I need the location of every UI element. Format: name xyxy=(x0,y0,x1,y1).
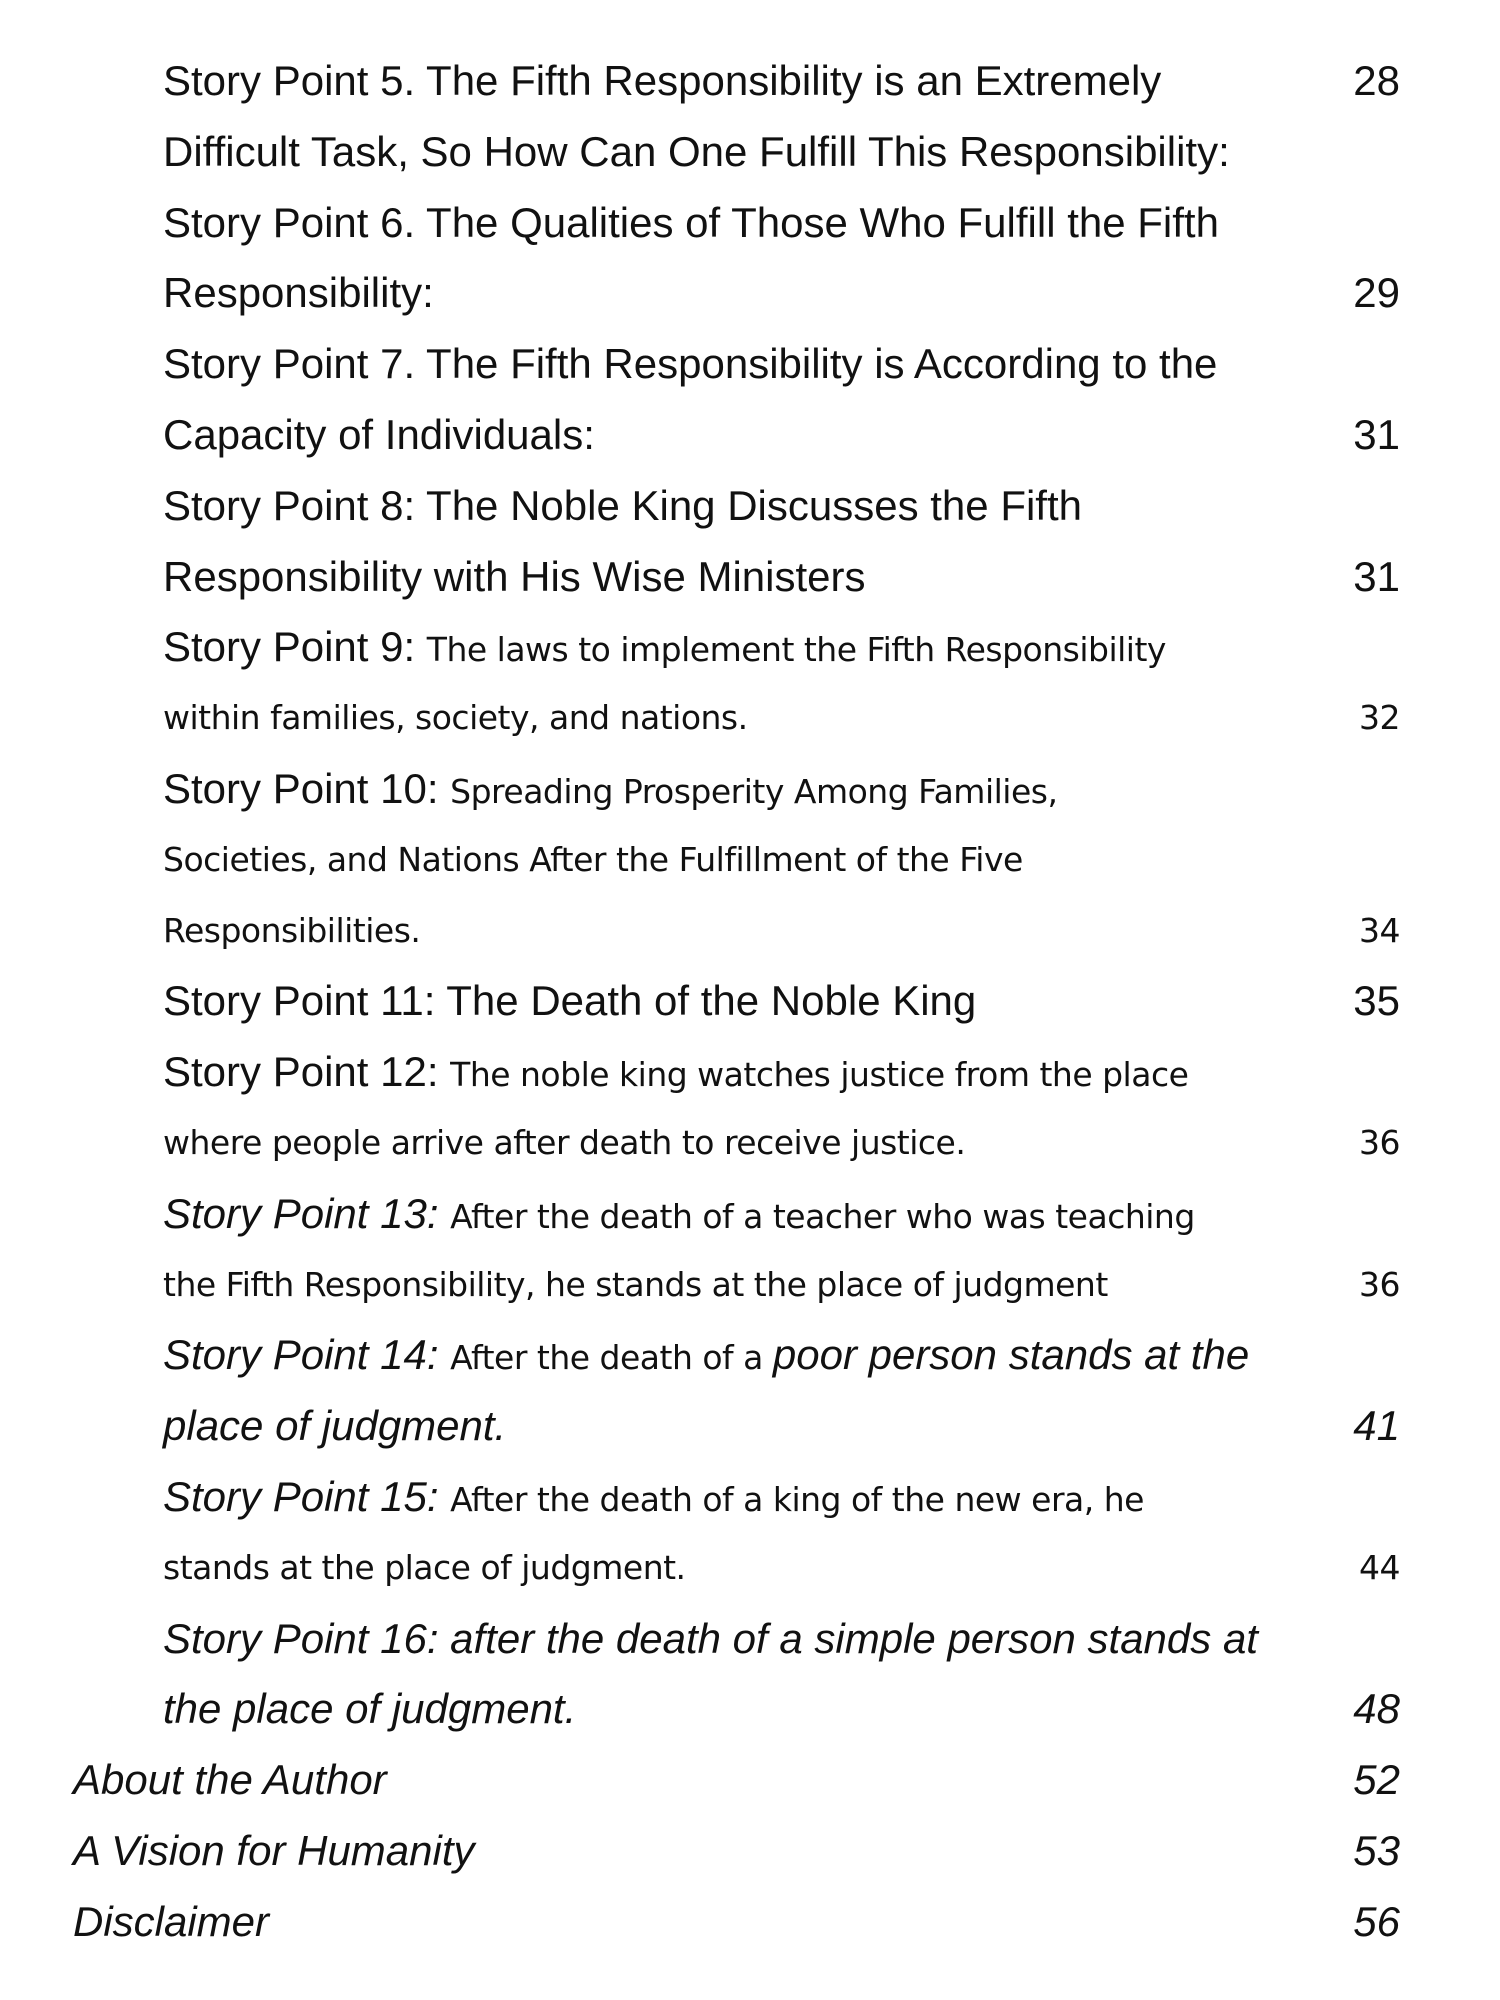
toc-entry-text xyxy=(163,45,1161,126)
toc-text-segment: Responsibility: xyxy=(163,269,434,317)
toc-entry-text xyxy=(163,1603,1258,1684)
toc-page-number: 56 xyxy=(1353,1897,1400,1945)
toc-text-segment: The laws to implement the Fifth Responsibility xyxy=(426,630,1166,670)
toc-entry-text xyxy=(163,1319,1249,1400)
toc-line xyxy=(0,399,1500,470)
toc-text-segment: Story Point 12: xyxy=(163,1048,451,1096)
toc-entry-text xyxy=(163,328,1217,409)
toc-line xyxy=(0,753,1500,824)
toc-line xyxy=(0,1107,1500,1178)
toc-text-segment: Spreading Prosperity Among Families, xyxy=(450,772,1058,811)
toc-line xyxy=(0,1886,1500,1957)
toc-text-segment: Societies, and Nations After the Fulfillment of the Five xyxy=(163,839,1023,879)
toc-line xyxy=(0,1744,1500,1815)
toc-line xyxy=(0,1461,1500,1532)
toc-text-segment: Story Point 9: xyxy=(163,623,427,671)
toc-text-segment: After the death of a king of the new era, he xyxy=(450,1480,1144,1519)
toc-text-segment: Story Point 14: xyxy=(163,1331,451,1379)
toc-line xyxy=(0,1532,1500,1603)
toc-line xyxy=(0,257,1500,328)
toc-page-number: 41 xyxy=(1353,1402,1400,1450)
toc-entry-text xyxy=(163,1461,1144,1542)
toc-line xyxy=(0,824,1500,895)
toc-text-segment: Capacity of Individuals: xyxy=(163,411,595,458)
toc-line xyxy=(0,611,1500,682)
toc-line xyxy=(0,1319,1500,1390)
toc-text-segment: where people arrive after death to receive justice. xyxy=(163,1123,966,1162)
toc-entry-text xyxy=(73,1744,387,1825)
toc-line xyxy=(0,1178,1500,1249)
toc-text-segment: Story Point 16: after the death of a simple person stands at xyxy=(163,1614,1258,1662)
toc-text-segment: After the death of a teacher who was teaching xyxy=(450,1196,1195,1236)
toc-text-segment: Responsibility with His Wise Ministers xyxy=(163,552,866,600)
toc-text-segment: place of judgment. xyxy=(163,1402,507,1450)
toc-entry-text xyxy=(163,1532,686,1610)
toc-page-number: 48 xyxy=(1353,1685,1400,1733)
toc-page-number: 35 xyxy=(1353,977,1400,1025)
toc-entry-text xyxy=(163,187,1219,268)
toc-line xyxy=(0,965,1500,1036)
toc-entry-text xyxy=(163,895,420,973)
toc-page-number: 31 xyxy=(1353,552,1400,600)
toc-line xyxy=(0,116,1500,187)
toc-text-segment: Story Point 8: The Noble King Discusses the Fifth xyxy=(163,481,1082,529)
toc-line xyxy=(0,682,1500,753)
toc-entry-text xyxy=(163,399,595,480)
toc-line xyxy=(0,1390,1500,1461)
toc-line xyxy=(0,1249,1500,1320)
toc-text-segment: After the death of a xyxy=(450,1338,773,1378)
toc-entry-text xyxy=(73,1815,475,1896)
toc-line xyxy=(0,541,1500,612)
toc-text-segment: About the Author xyxy=(73,1756,387,1804)
toc-page-number: 36 xyxy=(1359,1264,1400,1304)
toc-entry-text xyxy=(163,1036,1188,1117)
toc-page-number: 36 xyxy=(1359,1123,1400,1162)
toc-entry-text xyxy=(163,1673,576,1754)
toc-line xyxy=(0,328,1500,399)
toc-text-segment: poor person stands at the xyxy=(772,1331,1250,1379)
toc-text-segment: within families, society, and nations. xyxy=(163,698,748,738)
toc-entry-text xyxy=(163,1249,1108,1327)
toc-page-number: 52 xyxy=(1353,1756,1400,1804)
toc-entry-text xyxy=(163,1107,965,1185)
toc-page-number: 32 xyxy=(1359,698,1400,738)
toc-entry-text xyxy=(163,611,1166,692)
toc-text-segment: Story Point 5. The Fifth Responsibility is an Extremely xyxy=(163,57,1162,104)
toc-line xyxy=(0,1603,1500,1674)
toc-page-number: 28 xyxy=(1353,57,1400,104)
toc-text-segment: Disclaimer xyxy=(73,1897,270,1945)
toc-line xyxy=(0,45,1500,116)
toc-entry-text xyxy=(163,1390,506,1471)
toc-text-segment: Story Point 6. The Qualities of Those Who Fulfill the Fifth xyxy=(163,198,1219,246)
toc-entry-text xyxy=(163,682,748,760)
toc-text-segment: A Vision for Humanity xyxy=(73,1827,475,1874)
toc-page-number: 31 xyxy=(1353,411,1400,458)
toc-line xyxy=(0,1036,1500,1107)
toc-entry-text xyxy=(163,1178,1195,1259)
toc-line xyxy=(0,187,1500,258)
toc-page-number: 53 xyxy=(1353,1827,1400,1874)
toc-entry-text xyxy=(163,470,1082,551)
toc-line xyxy=(0,470,1500,541)
toc-entry-text xyxy=(163,257,434,338)
toc-entry-text xyxy=(163,541,866,622)
toc-text-segment: Story Point 13: xyxy=(163,1189,451,1237)
toc-entry-text xyxy=(163,824,1023,902)
toc-line xyxy=(0,895,1500,966)
toc-text-segment: the Fifth Responsibility, he stands at the place of judgment xyxy=(163,1264,1108,1304)
toc-entry-text xyxy=(163,116,1230,197)
toc-text-segment: Story Point 7. The Fifth Responsibility is According to the xyxy=(163,340,1218,388)
toc-entry-text xyxy=(73,1886,269,1967)
toc-text-segment: The noble king watches justice from the place xyxy=(450,1055,1189,1095)
toc-entry-text xyxy=(163,965,976,1046)
toc-text-segment: Story Point 10: xyxy=(163,765,451,812)
toc-line xyxy=(0,1673,1500,1744)
toc-entry-text xyxy=(163,753,1057,834)
toc-text-segment: Difficult Task, So How Can One Fulfill This Responsibility: xyxy=(163,127,1230,175)
toc-page-number: 44 xyxy=(1359,1547,1400,1587)
toc-line xyxy=(0,1815,1500,1886)
toc-text-segment: Story Point 15: xyxy=(163,1473,451,1520)
toc-text-segment: stands at the place of judgment. xyxy=(163,1547,686,1587)
toc-page-number: 34 xyxy=(1359,910,1400,950)
toc-page-number: 29 xyxy=(1353,269,1400,317)
toc-text-segment: the place of judgment. xyxy=(163,1685,577,1733)
toc-text-segment: Responsibilities. xyxy=(163,910,421,950)
toc-text-segment: Story Point 11: The Death of the Noble King xyxy=(163,977,977,1025)
